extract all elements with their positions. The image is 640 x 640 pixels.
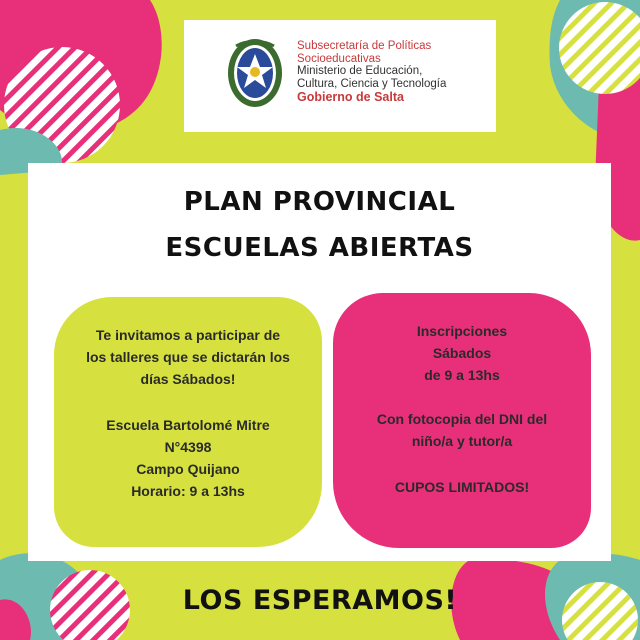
logo-line-socioeducativas: Socioeducativas xyxy=(297,52,381,65)
title-line-2: ESCUELAS ABIERTAS xyxy=(165,233,474,263)
footer-los-esperamos: LOS ESPERAMOS! xyxy=(182,585,458,616)
logo-line-ministerio: Ministerio de Educación, xyxy=(297,65,423,77)
main-card xyxy=(28,163,611,561)
left-text-2: los talleres que se dictarán los xyxy=(86,349,290,365)
info-box-inscripciones xyxy=(333,293,591,548)
title-line-1: PLAN PROVINCIAL xyxy=(183,187,456,217)
logo-card xyxy=(184,20,496,132)
left-text-horario: Horario: 9 a 13hs xyxy=(131,483,245,499)
left-text-3: días Sábados! xyxy=(140,371,236,387)
right-text-cupos: CUPOS LIMITADOS! xyxy=(394,479,530,495)
right-text-sabados: Sábados xyxy=(432,345,492,361)
left-text-localidad: Campo Quijano xyxy=(136,461,240,477)
right-text-inscripciones: Inscripciones xyxy=(416,323,508,339)
logo-line-gobierno: Gobierno de Salta xyxy=(297,90,404,104)
left-text-numero: N°4398 xyxy=(164,439,212,455)
right-text-tutor: niño/a y tutor/a xyxy=(411,433,513,449)
logo-line-cultura: Cultura, Ciencia y Tecnología xyxy=(297,77,447,90)
left-text-1: Te invitamos a participar de xyxy=(95,327,281,343)
logo-line-subsecretaria: Subsecretaría de Políticas xyxy=(297,40,432,52)
right-text-horario: de 9 a 13hs xyxy=(424,367,500,383)
salta-seal-icon xyxy=(226,36,284,110)
organization-text xyxy=(297,40,492,104)
left-text-escuela: Escuela Bartolomé Mitre xyxy=(106,417,270,433)
info-box-talleres xyxy=(54,297,322,547)
right-text-dni: Con fotocopia del DNI del xyxy=(376,411,548,427)
